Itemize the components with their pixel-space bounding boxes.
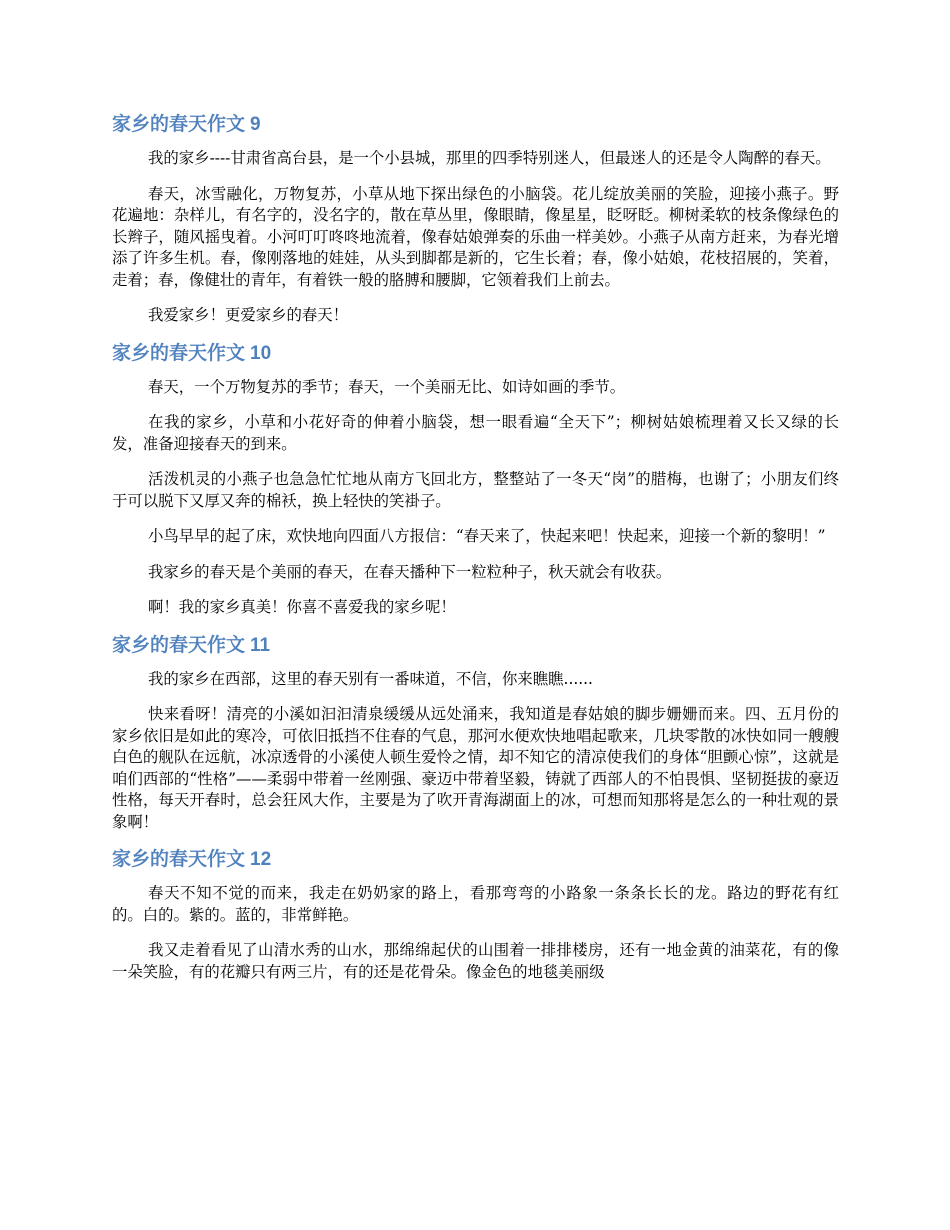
paragraph: 我又走着看见了山清水秀的山水，那绵绵起伏的山围着一排排楼房，还有一地金黄的油菜花，有的像一朵笑脸，有的花瓣只有两三片，有的还是花骨朵。像金色的地毯美丽级 — [112, 941, 839, 981]
paragraph: 啊！我的家乡真美！你喜不喜爱我的家乡呢！ — [148, 598, 456, 616]
section-title-text: 家乡的春天作文 — [112, 342, 246, 364]
section-title — [112, 633, 839, 659]
section-title-number: 10 — [250, 342, 272, 364]
paragraph: 我家乡的春天是个美丽的春天，在春天播种下一粒粒种子，秋天就会有收获。 — [148, 562, 672, 581]
section-title-text: 家乡的春天作文 — [112, 634, 246, 656]
paragraph: 我的家乡----甘肃省高台县，是一个小县城，那里的四季特别迷人，但最迷人的还是令人陶醉的春天。 — [148, 149, 831, 167]
section-title — [112, 847, 839, 873]
essay-section — [112, 112, 839, 327]
document-page — [112, 112, 839, 997]
paragraph: 在我的家乡，小草和小花好奇的伸着小脑袋，想一眼看遍“全天下”；柳树姑娘梳理着又长又绿的长发，准备迎接春天的到来。 — [112, 413, 839, 453]
section-title-number: 12 — [250, 849, 272, 870]
paragraph: 春天不知不觉的而来，我走在奶奶家的路上，看那弯弯的小路象一条条长长的龙。路边的野花有红的。白的。紫的。蓝的，非常鲜艳。 — [112, 884, 839, 924]
section-title-text: 家乡的春天作文 — [112, 114, 246, 135]
section-title — [112, 112, 839, 138]
paragraph: 春天，一个万物复苏的季节；春天，一个美丽无比、如诗如画的季节。 — [148, 377, 626, 396]
paragraph: 小鸟早早的起了床，欢快地向四面八方报信：“春天来了，快起来吧！快起来，迎接一个新的黎明！” — [148, 527, 826, 545]
paragraph: 春天，冰雪融化，万物复苏，小草从地下探出绿色的小脑袋。花儿绽放美丽的笑脸，迎接小燕子。野花遍地：杂样儿，有名字的，没名字的，散在草丛里，像眼睛，像星星，眨呀眨。柳树柔软的枝条像绿色的长辫子，随风摇曳着。小河叮叮咚咚地流着，像春姑娘弹奏的乐曲一样美妙。小燕子从南方赶来，为春光增添了许多生机。春，像刚落地的娃娃，从头到脚都是新的，它生长着；春，像小姑娘，花枝招展的，笑着，走着；春，像健壮的青年，有着铁一般的胳膊和腰脚，它领着我们上前去。 — [112, 184, 839, 289]
paragraph: 活泼机灵的小燕子也急急忙忙地从南方飞回北方，整整站了一冬天“岗”的腊梅，也谢了；小朋友们终于可以脱下又厚又奔的棉袄，换上轻快的笑褂子。 — [112, 470, 839, 510]
essay-section — [112, 633, 839, 834]
section-title-text: 家乡的春天作文 — [112, 849, 246, 870]
paragraph: 快来看呀！清亮的小溪如汩汩清泉缓缓从远处涌来，我知道是春姑娘的脚步姗姗而来。四、五月份的家乡依旧是如此的寒冷，可依旧抵挡不住春的气息，那河水便欢快地唱起歌来，几块零散的冰快如同一艘艘白色的舰队在远航，冰凉透骨的小溪使人顿生爱怜之情，却不知它的清凉使我们的身体“胆颤心惊”，这就是咱们西部的“性格”——柔弱中带着一丝刚强、豪迈中带着坚毅，铸就了西部人的不怕畏惧、坚韧挺拔的豪迈性格，每天开春时，总会狂风大作，主要是为了吹开青海湖面上的冰，可想而知那将是怎么的一种壮观的景象啊！ — [112, 705, 839, 831]
essay-section — [112, 341, 839, 619]
paragraph: 我的家乡在西部，这里的春天别有一番味道，不信，你来瞧瞧...... — [148, 669, 593, 688]
section-title — [112, 341, 839, 367]
paragraph: 我爱家乡！更爱家乡的春天！ — [148, 306, 349, 324]
essay-section — [112, 847, 839, 983]
section-title-number: 11 — [250, 634, 271, 656]
section-title-number: 9 — [250, 114, 261, 135]
